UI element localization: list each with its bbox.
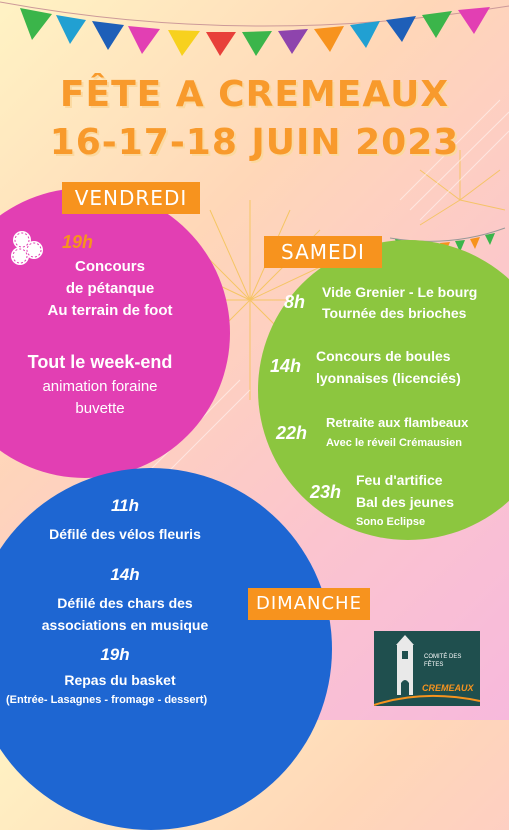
vendredi-line1: Concours <box>74 258 145 275</box>
weekend-title: Tout le week-end <box>27 352 173 372</box>
samedi-time-3: 22h <box>276 423 308 443</box>
samedi-event-1-line1: Vide Grenier - Le bourg <box>322 284 478 300</box>
logo-text-bottom: CREMEAUX <box>422 683 474 693</box>
dimanche-time-3: 19h <box>100 645 130 664</box>
weekend-line2: buvette <box>75 400 125 417</box>
dimanche-event-1-line1: Défilé des vélos fleuris <box>49 526 201 542</box>
dimanche-time-1: 11h <box>110 496 140 515</box>
dimanche-event-3-line1: Repas du basket <box>64 672 176 688</box>
samedi-event-2-line2: lyonnaises (licenciés) <box>316 370 461 386</box>
vendredi-line3: Au terrain de foot <box>47 302 173 319</box>
comite-des-fetes-logo <box>374 631 480 706</box>
samedi-event-3-line2: Avec le réveil Crémausien <box>326 437 462 449</box>
dimanche-event-2-line1: Défilé des chars des <box>57 595 193 611</box>
event-title: FÊTE A CREMEAUX <box>59 74 450 115</box>
samedi-event-4-line1: Feu d'artifice <box>356 472 443 488</box>
logo-swoosh <box>374 685 480 706</box>
dimanche-time-2: 14h <box>110 565 140 584</box>
samedi-event-4-line2: Bal des jeunes <box>356 494 455 510</box>
vendredi-time: 19h <box>62 232 94 252</box>
samedi-event-3-line1: Retraite aux flambeaux <box>326 415 469 430</box>
weekend-line1: animation foraine <box>42 378 158 395</box>
samedi-time-4: 23h <box>310 482 342 502</box>
samedi-time-1: 8h <box>284 292 306 312</box>
dimanche-event-2-line2: associations en musique <box>41 617 209 633</box>
dimanche-event-3-line2: (Entrée- Lasagnes - fromage - dessert) <box>6 694 208 706</box>
dimanche-label: DIMANCHE <box>248 588 370 620</box>
samedi-event-4-line3: Sono Eclipse <box>356 516 426 528</box>
samedi-time-2: 14h <box>270 356 302 376</box>
logo-text-top: COMITÉ DES FÊTES <box>424 654 462 668</box>
vendredi-label: VENDREDI <box>62 182 200 214</box>
samedi-label: SAMEDI <box>264 236 382 268</box>
event-dates: 16-17-18 JUIN 2023 <box>49 122 460 163</box>
samedi-event-2-line1: Concours de boules <box>316 348 451 364</box>
vendredi-line2: de pétanque <box>65 280 155 297</box>
samedi-event-1-line2: Tournée des brioches <box>322 305 467 321</box>
